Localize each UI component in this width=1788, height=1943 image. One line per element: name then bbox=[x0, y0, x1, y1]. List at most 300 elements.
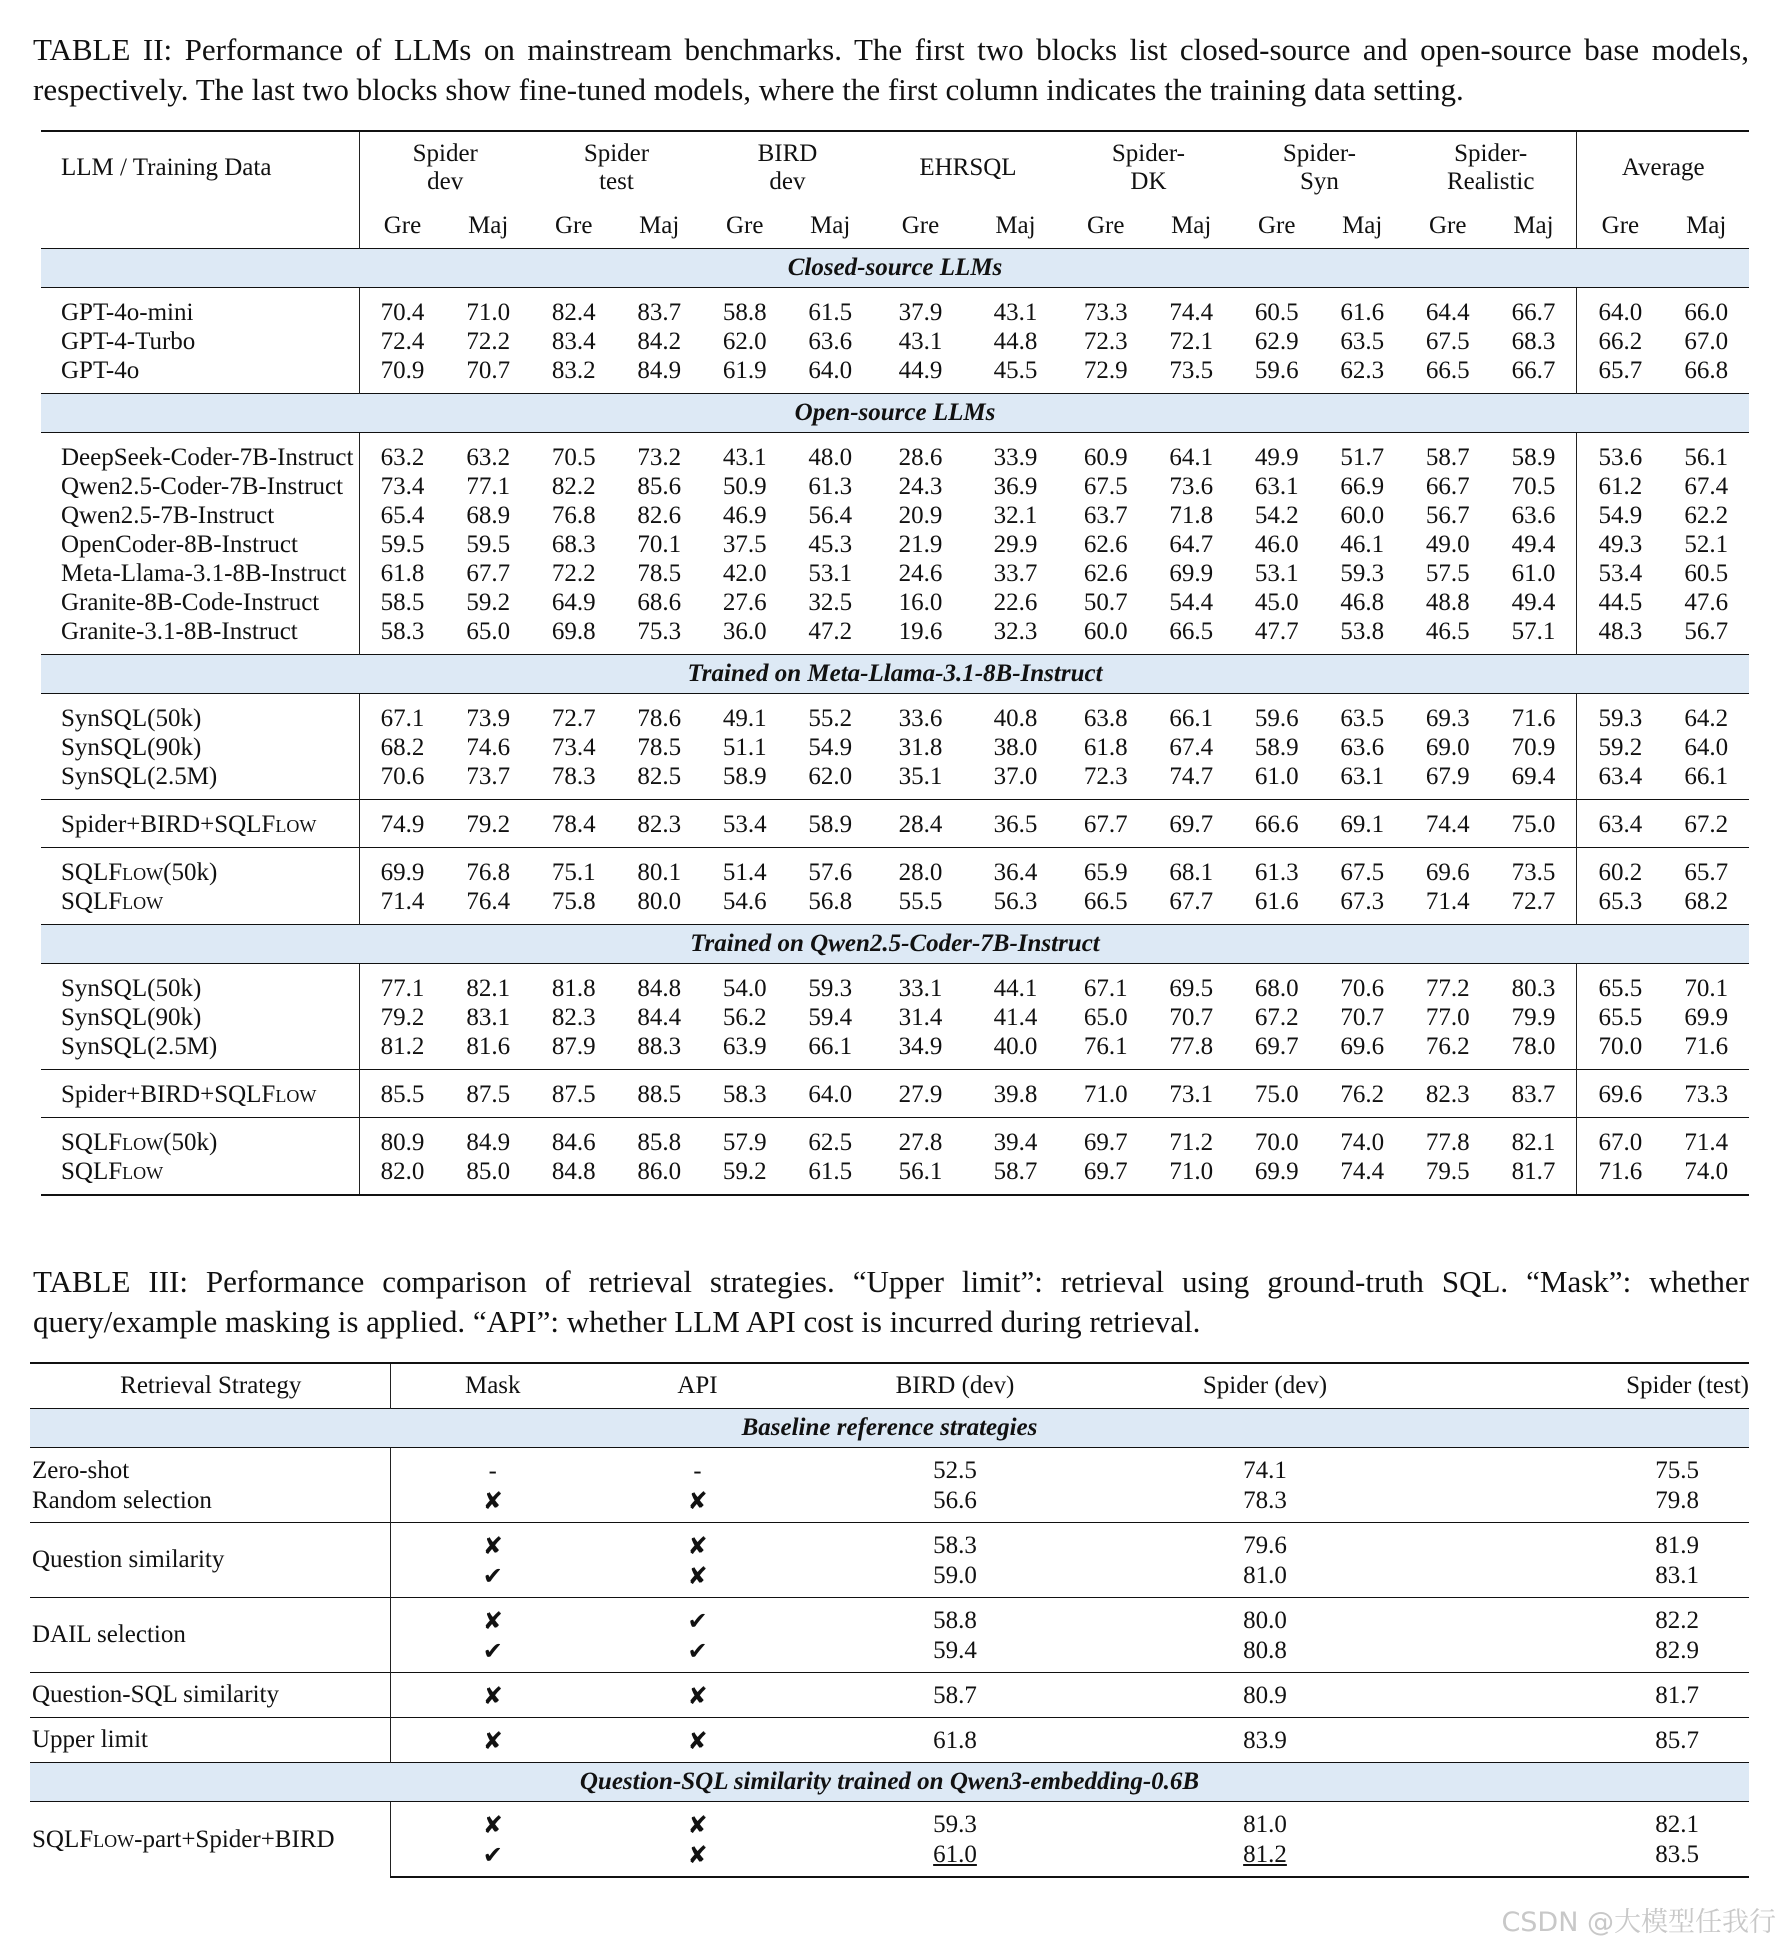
row-value: 35.1 bbox=[898, 762, 943, 790]
row-value: 72.2 bbox=[466, 327, 511, 355]
row-value: 49.4 bbox=[1511, 588, 1556, 616]
row-model-name: SynSQL(50k) bbox=[61, 974, 202, 1002]
row-value: 46.0 bbox=[1254, 530, 1299, 558]
row-value: 64.1 bbox=[1169, 443, 1214, 471]
row-value: 44.5 bbox=[1577, 588, 1663, 617]
row-value: 59.3 bbox=[808, 974, 853, 1002]
row-value: 65.7 bbox=[1577, 356, 1663, 394]
api-symbol: ✘ bbox=[595, 1718, 800, 1763]
row-value: 58.7 bbox=[968, 1157, 1063, 1195]
row-value: 67.7 bbox=[1063, 800, 1149, 848]
row-value: 74.9 bbox=[359, 800, 445, 848]
row-value: 75.3 bbox=[637, 617, 682, 645]
row-value: 83.9 bbox=[1110, 1718, 1420, 1763]
row-value: 73.5 bbox=[1490, 848, 1576, 888]
row-value: 65.0 bbox=[466, 617, 511, 645]
row-value: 73.4 bbox=[551, 733, 596, 761]
row-value: 87.9 bbox=[551, 1032, 596, 1060]
row-value: 62.5 bbox=[787, 1118, 873, 1158]
mask-symbol: ✘ bbox=[390, 1673, 595, 1718]
subheader-maj: Maj bbox=[810, 212, 851, 239]
row-value: 67.9 bbox=[1425, 762, 1470, 790]
row-value: 53.4 bbox=[1577, 559, 1663, 588]
mask-symbol: ✔ bbox=[390, 1561, 595, 1598]
row-value: 36.0 bbox=[722, 617, 767, 645]
row-value: 67.2 bbox=[1663, 800, 1749, 848]
row-value: 59.4 bbox=[808, 1003, 853, 1031]
subheader-maj: Maj bbox=[639, 212, 680, 239]
row-value: 74.1 bbox=[1243, 1457, 1287, 1484]
row-model-name: SQLFlow(50k) bbox=[41, 1118, 359, 1158]
row-value: 83.7 bbox=[637, 298, 682, 326]
row-value: 70.5 bbox=[1511, 472, 1556, 500]
row-value: 61.6 bbox=[1254, 887, 1299, 915]
row-value: 84.2 bbox=[637, 327, 682, 355]
row-value: 66.9 bbox=[1340, 472, 1385, 500]
row-value: 63.2 bbox=[359, 433, 445, 473]
row-value: 45.3 bbox=[808, 530, 853, 558]
row-value: 71.0 bbox=[1063, 1070, 1149, 1118]
api-symbol: ✔ bbox=[595, 1598, 800, 1637]
table-row bbox=[30, 1523, 1749, 1562]
table3-header-cell: Mask bbox=[390, 1363, 595, 1409]
row-value: 58.3 bbox=[702, 1070, 788, 1118]
row-value: 73.5 bbox=[1169, 356, 1214, 384]
row-value: 70.5 bbox=[551, 443, 596, 471]
row-value: 82.3 bbox=[551, 1003, 596, 1031]
table3-body bbox=[30, 1409, 1749, 1878]
row-value: 59.3 bbox=[1340, 559, 1385, 587]
subheader-maj: Maj bbox=[468, 212, 509, 239]
row-value: 37.5 bbox=[722, 530, 767, 558]
row-value: 78.3 bbox=[1243, 1487, 1287, 1514]
row-value: 84.6 bbox=[531, 1118, 617, 1158]
row-value: 54.4 bbox=[1169, 588, 1214, 616]
row-value: 56.1 bbox=[1684, 443, 1729, 471]
row-model-name: GPT-4o-mini bbox=[61, 298, 194, 326]
row-value: 73.3 bbox=[1663, 1070, 1749, 1118]
row-value: 66.8 bbox=[1684, 356, 1729, 384]
row-value: 67.7 bbox=[466, 559, 511, 587]
table2 bbox=[41, 130, 1749, 1196]
row-value: 59.5 bbox=[359, 530, 445, 559]
table3 bbox=[30, 1362, 1749, 1878]
row-value: 88.3 bbox=[637, 1032, 682, 1060]
row-value: 33.6 bbox=[898, 704, 943, 732]
row-value: 49.1 bbox=[722, 704, 767, 732]
row-value: 68.3 bbox=[551, 530, 596, 558]
row-value: 62.6 bbox=[1083, 559, 1128, 587]
row-value: 67.5 bbox=[1083, 472, 1128, 500]
row-value: 68.0 bbox=[1254, 974, 1299, 1002]
row-value: 67.7 bbox=[1169, 887, 1214, 915]
row-value: 63.7 bbox=[1083, 501, 1128, 529]
table2-benchmark-header bbox=[531, 131, 702, 204]
row-value: 71.4 bbox=[1663, 1118, 1749, 1158]
row-value: 55.5 bbox=[898, 887, 943, 915]
row-value: 78.5 bbox=[637, 559, 682, 587]
row-value: 66.0 bbox=[1684, 298, 1729, 326]
row-value: 76.1 bbox=[1083, 1032, 1128, 1060]
row-value: 78.0 bbox=[1511, 1032, 1556, 1060]
row-value: 67.5 bbox=[1425, 327, 1470, 355]
row-value: 83.5 bbox=[1420, 1840, 1749, 1877]
row-value: 62.0 bbox=[808, 762, 853, 790]
row-value: 63.5 bbox=[1340, 704, 1385, 732]
table2-section-row bbox=[41, 249, 1749, 288]
row-model-name: Meta-Llama-3.1-8B-Instruct bbox=[61, 559, 347, 587]
row-value: 63.5 bbox=[1340, 327, 1385, 355]
row-value: 44.9 bbox=[898, 356, 943, 384]
row-value: 64.9 bbox=[551, 588, 596, 616]
row-value: 84.8 bbox=[531, 1157, 617, 1195]
watermark: CSDN @大模型任我行 bbox=[1501, 1907, 1776, 1938]
row-value: 76.4 bbox=[466, 887, 511, 915]
mask-symbol: ✘ bbox=[390, 1523, 595, 1562]
row-value: 82.1 bbox=[1490, 1118, 1576, 1158]
table2-subheader-empty bbox=[41, 204, 359, 249]
benchmark-name-line2: dev bbox=[769, 168, 806, 195]
row-value: 56.2 bbox=[722, 1003, 767, 1031]
table-row bbox=[30, 1673, 1749, 1718]
section-title: Trained on Qwen2.5-Coder-7B-Instruct bbox=[41, 925, 1749, 964]
row-value: 32.1 bbox=[993, 501, 1038, 529]
row-value: 60.2 bbox=[1577, 848, 1663, 888]
row-value: 68.6 bbox=[637, 588, 682, 616]
row-value: 82.5 bbox=[637, 762, 682, 790]
row-value: 70.0 bbox=[1234, 1118, 1320, 1158]
subheader-gre: Gre bbox=[1577, 204, 1663, 249]
row-value: 79.2 bbox=[359, 1003, 445, 1032]
row-value: 82.3 bbox=[616, 800, 702, 848]
row-value: 21.9 bbox=[898, 530, 943, 558]
row-value: 80.3 bbox=[1511, 974, 1556, 1002]
section-title: Question-SQL similarity trained on Qwen3-embedding-0.6B bbox=[30, 1763, 1749, 1802]
row-model-name: SynSQL(90k) bbox=[61, 1003, 202, 1031]
row-value: 77.8 bbox=[1405, 1118, 1491, 1158]
row-model-name: OpenCoder-8B-Instruct bbox=[61, 530, 298, 558]
table-row bbox=[30, 1802, 1749, 1841]
row-value: 76.8 bbox=[445, 848, 531, 888]
row-value: 72.1 bbox=[1169, 327, 1214, 355]
row-value: 78.4 bbox=[531, 800, 617, 848]
table3-header-cell: Spider (dev) bbox=[1110, 1363, 1420, 1409]
row-value: 61.8 bbox=[359, 559, 445, 588]
row-value: 73.1 bbox=[1148, 1070, 1234, 1118]
row-value: 68.2 bbox=[1684, 887, 1729, 915]
row-value: 72.7 bbox=[551, 704, 596, 732]
row-value: 74.4 bbox=[1405, 800, 1491, 848]
row-value: 61.5 bbox=[808, 298, 853, 326]
row-value: 73.7 bbox=[466, 762, 511, 790]
row-value: 53.4 bbox=[702, 800, 788, 848]
row-value: 76.2 bbox=[1425, 1032, 1470, 1060]
table-row bbox=[41, 1118, 1749, 1158]
row-value: 74.0 bbox=[1319, 1118, 1405, 1158]
row-value: 16.0 bbox=[898, 588, 943, 616]
row-value: 71.4 bbox=[1425, 887, 1470, 915]
row-value: 37.9 bbox=[898, 298, 943, 326]
row-value: 68.9 bbox=[466, 501, 511, 529]
row-value: 79.6 bbox=[1110, 1523, 1420, 1562]
row-value: 80.1 bbox=[616, 848, 702, 888]
row-value: 46.5 bbox=[1425, 617, 1470, 645]
row-value: 76.2 bbox=[1319, 1070, 1405, 1118]
row-value: 77.8 bbox=[1169, 1032, 1214, 1060]
row-value: 70.7 bbox=[1340, 1003, 1385, 1031]
row-value: 22.6 bbox=[993, 588, 1038, 616]
row-value: 85.6 bbox=[637, 472, 682, 500]
row-value: 59.3 bbox=[1577, 694, 1663, 734]
row-value: 83.4 bbox=[551, 327, 596, 355]
row-value: 80.8 bbox=[1243, 1637, 1287, 1664]
row-value: 61.9 bbox=[722, 356, 767, 384]
row-value: 84.9 bbox=[637, 356, 682, 384]
row-value: 66.7 bbox=[1425, 472, 1470, 500]
row-value: 70.9 bbox=[1511, 733, 1556, 761]
benchmark-name-line2: Syn bbox=[1300, 168, 1339, 195]
row-value: 81.9 bbox=[1420, 1523, 1749, 1562]
row-value: 58.3 bbox=[800, 1523, 1110, 1562]
benchmark-name-line2: Realistic bbox=[1446, 168, 1535, 195]
row-value: 62.0 bbox=[722, 327, 767, 355]
row-value: 83.1 bbox=[1655, 1562, 1699, 1589]
row-value: 44.8 bbox=[993, 327, 1038, 355]
row-value: 77.1 bbox=[466, 472, 511, 500]
row-value: 50.9 bbox=[722, 472, 767, 500]
row-value: 69.9 bbox=[359, 848, 445, 888]
row-model-name: DeepSeek-Coder-7B-Instruct bbox=[61, 443, 354, 471]
row-model-name: Granite-3.1-8B-Instruct bbox=[61, 617, 298, 645]
benchmark-name-line2: test bbox=[599, 168, 634, 195]
row-value: 48.8 bbox=[1425, 588, 1470, 616]
benchmark-name-line1: Spider bbox=[412, 140, 478, 167]
subheader-maj: Maj bbox=[1171, 212, 1212, 239]
row-value: 69.7 bbox=[1063, 1118, 1149, 1158]
row-value: 73.6 bbox=[1169, 472, 1214, 500]
row-value: 73.3 bbox=[1083, 298, 1128, 326]
row-value: 68.2 bbox=[359, 733, 445, 762]
row-value: 59.5 bbox=[466, 530, 511, 558]
row-value: 57.6 bbox=[787, 848, 873, 888]
row-value: 72.7 bbox=[1511, 887, 1556, 915]
mask-symbol: ✔ bbox=[390, 1636, 595, 1673]
row-value: 60.5 bbox=[1684, 559, 1729, 587]
benchmark-name-line1: EHRSQL bbox=[919, 154, 1017, 181]
mask-symbol: ✘ bbox=[390, 1598, 595, 1637]
table2-header-row bbox=[41, 131, 1749, 204]
row-value: 64.0 bbox=[1684, 733, 1729, 761]
row-value: 48.0 bbox=[808, 443, 853, 471]
row-value: 64.0 bbox=[1577, 288, 1663, 328]
table3-section-row bbox=[30, 1409, 1749, 1448]
table3-header-row bbox=[30, 1363, 1749, 1409]
row-value: 54.9 bbox=[808, 733, 853, 761]
table2-benchmark-header bbox=[1063, 131, 1234, 204]
section-title: Open-source LLMs bbox=[41, 394, 1749, 433]
row-value: 44.1 bbox=[993, 974, 1038, 1002]
row-value: 33.9 bbox=[993, 443, 1038, 471]
benchmark-name-line1: Spider- bbox=[1111, 140, 1186, 167]
row-value: 52.1 bbox=[1684, 530, 1729, 558]
row-value: 37.0 bbox=[993, 762, 1038, 790]
row-value: 51.1 bbox=[722, 733, 767, 761]
row-value: 79.9 bbox=[1511, 1003, 1556, 1031]
row-value: 61.6 bbox=[1340, 298, 1385, 326]
row-value: 62.6 bbox=[1083, 530, 1128, 558]
table-row bbox=[30, 1598, 1749, 1637]
row-value: 36.5 bbox=[968, 800, 1063, 848]
row-value: 76.8 bbox=[551, 501, 596, 529]
row-value: 59.2 bbox=[466, 588, 511, 616]
section-title: Trained on Meta-Llama-3.1-8B-Instruct bbox=[41, 655, 1749, 694]
benchmark-name-line1: Spider- bbox=[1454, 140, 1528, 167]
row-model-name: SQLFlow(50k) bbox=[41, 848, 359, 888]
row-value: 69.9 bbox=[1234, 1157, 1320, 1195]
row-model-name: SQLFlow bbox=[61, 887, 164, 915]
row-value: 54.0 bbox=[722, 974, 767, 1002]
row-value: 46.8 bbox=[1340, 588, 1385, 616]
table2-body bbox=[41, 249, 1749, 1196]
row-value: 82.2 bbox=[551, 472, 596, 500]
row-value: 71.8 bbox=[1169, 501, 1214, 529]
row-value: 58.5 bbox=[359, 588, 445, 617]
row-value: 58.7 bbox=[800, 1673, 1110, 1718]
table-row bbox=[30, 1486, 1749, 1523]
row-value: 84.9 bbox=[445, 1118, 531, 1158]
table-row bbox=[41, 288, 1749, 328]
row-value: 88.5 bbox=[616, 1070, 702, 1118]
mask-symbol: ✘ bbox=[390, 1802, 595, 1841]
row-value: 69.5 bbox=[1169, 974, 1214, 1002]
row-value: 74.0 bbox=[1663, 1157, 1749, 1195]
row-value: 78.5 bbox=[637, 733, 682, 761]
table3-header-cell: API bbox=[595, 1363, 800, 1409]
row-value: 36.9 bbox=[993, 472, 1038, 500]
table3-header bbox=[30, 1363, 1749, 1409]
row-value: 60.0 bbox=[1340, 501, 1385, 529]
subheader-maj: Maj bbox=[1513, 212, 1554, 239]
row-value: 54.6 bbox=[722, 887, 767, 915]
benchmark-name-line1: Average bbox=[1621, 154, 1705, 181]
row-value: 28.0 bbox=[873, 848, 968, 888]
table3-header-cell: Retrieval Strategy bbox=[30, 1363, 390, 1409]
mask-symbol: ✘ bbox=[390, 1486, 595, 1523]
row-value: 63.4 bbox=[1577, 762, 1663, 800]
row-value: 52.5 bbox=[933, 1457, 977, 1484]
table-row bbox=[41, 559, 1749, 588]
subheader-gre: Gre bbox=[1086, 212, 1125, 239]
row-value: 61.8 bbox=[800, 1718, 1110, 1763]
row-value: 56.7 bbox=[1425, 501, 1470, 529]
row-value: 73.2 bbox=[637, 443, 682, 471]
row-value: 57.1 bbox=[1511, 617, 1556, 645]
row-value: 72.2 bbox=[551, 559, 596, 587]
row-value: 82.0 bbox=[359, 1157, 445, 1195]
row-value: 67.1 bbox=[359, 694, 445, 734]
row-value: 82.9 bbox=[1655, 1637, 1699, 1664]
row-value: 69.9 bbox=[1169, 559, 1214, 587]
row-value: 59.6 bbox=[1254, 704, 1299, 732]
row-value: 81.8 bbox=[551, 974, 596, 1002]
row-value: 74.4 bbox=[1319, 1157, 1405, 1195]
api-symbol: ✘ bbox=[687, 1562, 708, 1590]
table2-benchmark-header bbox=[1234, 131, 1405, 204]
row-value: 63.2 bbox=[466, 443, 511, 471]
row-value: 43.1 bbox=[993, 298, 1038, 326]
row-value: 65.9 bbox=[1063, 848, 1149, 888]
row-value: 31.8 bbox=[898, 733, 943, 761]
row-value: 24.6 bbox=[898, 559, 943, 587]
row-value: 66.7 bbox=[1511, 356, 1556, 384]
row-value: 32.5 bbox=[808, 588, 853, 616]
row-strategy-name: Zero-shot bbox=[32, 1457, 130, 1484]
row-value: 28.4 bbox=[873, 800, 968, 848]
row-strategy-name: Upper limit bbox=[30, 1718, 390, 1763]
row-value: 39.4 bbox=[968, 1118, 1063, 1158]
row-value: 27.8 bbox=[873, 1118, 968, 1158]
section-title: Baseline reference strategies bbox=[30, 1409, 1749, 1448]
row-value: 84.4 bbox=[637, 1003, 682, 1031]
row-value: 71.0 bbox=[466, 298, 511, 326]
benchmark-name-line2: DK bbox=[1130, 168, 1167, 195]
subheader-maj: Maj bbox=[995, 212, 1036, 239]
row-value: 57.5 bbox=[1425, 559, 1470, 587]
row-value: 69.6 bbox=[1405, 848, 1491, 888]
row-value: 70.1 bbox=[1684, 974, 1729, 1002]
row-value: 69.3 bbox=[1425, 704, 1470, 732]
table-row bbox=[30, 1718, 1749, 1763]
row-value: 69.7 bbox=[1148, 800, 1234, 848]
row-model-name: Qwen2.5-Coder-7B-Instruct bbox=[61, 472, 344, 500]
benchmark-name-line1: Spider bbox=[583, 140, 650, 167]
api-symbol: ✘ bbox=[595, 1673, 800, 1718]
table-row bbox=[41, 588, 1749, 617]
row-value: 20.9 bbox=[898, 501, 943, 529]
row-value: 47.7 bbox=[1254, 617, 1299, 645]
row-value: 56.4 bbox=[808, 501, 853, 529]
row-value: 63.8 bbox=[1083, 704, 1128, 732]
row-value: 81.2 bbox=[1110, 1840, 1420, 1877]
row-value: 46.1 bbox=[1340, 530, 1385, 558]
row-strategy-name: Question-SQL similarity bbox=[30, 1673, 390, 1718]
row-value: 66.7 bbox=[1511, 298, 1556, 326]
row-value: 74.7 bbox=[1169, 762, 1214, 790]
api-symbol: ✘ bbox=[687, 1811, 708, 1839]
benchmark-name-line1: Spider- bbox=[1282, 140, 1357, 167]
row-value: 64.2 bbox=[1684, 704, 1729, 732]
row-value: 59.4 bbox=[933, 1637, 977, 1664]
table-row bbox=[41, 472, 1749, 501]
row-value: 83.7 bbox=[1490, 1070, 1576, 1118]
row-value: 43.1 bbox=[722, 443, 767, 471]
row-value: 53.6 bbox=[1577, 433, 1663, 473]
row-value: 67.0 bbox=[1684, 327, 1729, 355]
subheader-maj: Maj bbox=[1686, 212, 1727, 239]
row-value: 81.0 bbox=[1243, 1811, 1287, 1838]
row-value: 49.0 bbox=[1425, 530, 1470, 558]
row-value: 82.4 bbox=[551, 298, 596, 326]
row-value: 71.0 bbox=[1148, 1157, 1234, 1195]
row-value: 77.1 bbox=[359, 964, 445, 1004]
section-title: Closed-source LLMs bbox=[41, 249, 1749, 288]
table2-section-row bbox=[41, 655, 1749, 694]
row-value: 50.7 bbox=[1083, 588, 1128, 616]
table2-benchmark-header bbox=[359, 131, 531, 204]
row-value: 58.8 bbox=[800, 1598, 1110, 1637]
mask-symbol: ✘ bbox=[390, 1718, 595, 1763]
row-value: 79.5 bbox=[1405, 1157, 1491, 1195]
